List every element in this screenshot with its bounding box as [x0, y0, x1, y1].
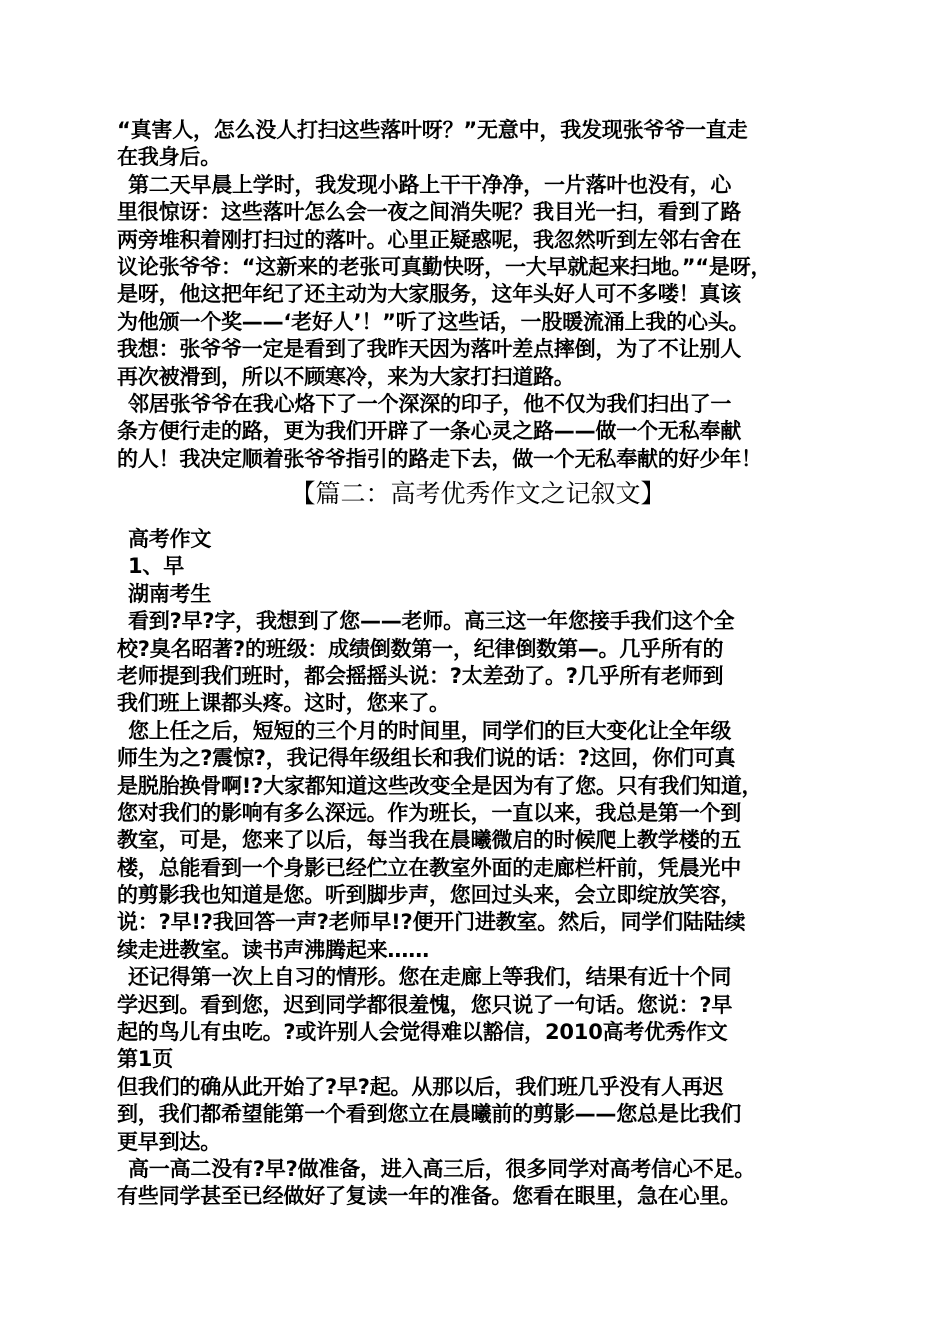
text-line: 两旁堆积着刚打扫过的落叶。心里正疑惑呢，我忽然听到左邻右舍在: [117, 227, 741, 252]
text-line: 议论张爷爷：“这新来的老张可真勤快呀，一大早就起来扫地。”“是呀，: [117, 254, 772, 279]
text-line: 条方便行走的路，更为我们开辟了一条心灵之路——做一个无私奉献: [117, 419, 741, 444]
text-line: 校?臭名昭著?的班级：成绩倒数第一，纪律倒数第—。几乎所有的: [117, 636, 724, 661]
text-line: 我想：张爷爷一定是看到了我昨天因为落叶差点摔倒，为了不让别人: [117, 337, 741, 362]
essay-section-two: [117, 526, 839, 1211]
text-line: 学迟到。看到您，迟到同学都很羞愧，您只说了一句话。您说：?早: [117, 992, 733, 1017]
paragraph-start-line: 第二天早晨上学时，我发现小路上干干净净，一片落叶也没有，心: [128, 172, 732, 197]
text-line: 的人！我决定顺着张爷爷指引的路走下去，做一个无私奉献的好少年！: [117, 446, 762, 471]
text-line: 到，我们都希望能第一个看到您立在晨曦前的剪影——您总是比我们: [117, 1102, 741, 1127]
paragraph-start-line: 邻居张爷爷在我心烙下了一个深深的印子，他不仅为我们扫出了一: [128, 391, 732, 416]
paragraph-start-line: 您上任之后，短短的三个月的时间里，同学们的巨大变化让全年级: [128, 718, 732, 743]
text-line: 是呀，他这把年纪了还主动为大家服务，这年头好人可不多喽！真该: [117, 282, 741, 307]
essay-label: 高考作文: [128, 527, 212, 551]
text-line: 续走进教室。读书声沸腾起来……: [117, 937, 429, 962]
text-line: 我们班上课都头疼。这时，您来了。: [117, 691, 450, 716]
text-line: 是脱胎换骨啊!?大家都知道这些改变全是因为有了您。只有我们知道，: [117, 773, 763, 798]
text-line: 的剪影我也知道是您。听到脚步声，您回过头来，会立即绽放笑容，: [117, 883, 741, 908]
page-number: 第1页: [117, 1047, 174, 1072]
essay-author: 湖南考生: [128, 581, 212, 606]
text-line: 里很惊讶：这些落叶怎么会一夜之间消失呢？我目光一扫，看到了路: [117, 200, 741, 225]
section-heading: 【篇二：高考优秀作文之记叙文】: [290, 479, 666, 508]
text-line: 有些同学甚至已经做好了复读一年的准备。您看在眼里，急在心里。: [117, 1184, 741, 1209]
text-line: 说：?早!?我回答一声?老师早!?便开门进教室。然后，同学们陆陆续: [117, 910, 746, 935]
text-line: “真害人，怎么没人打扫这些落叶呀？”无意中，我发现张爷爷一直走: [117, 118, 748, 142]
text-line: 起的鸟儿有虫吃。?或许别人会觉得难以豁信，2010高考优秀作文: [117, 1020, 728, 1045]
text-line: 在我身后。: [117, 145, 221, 170]
paragraph-start-line: 看到?早?字，我想到了您——老师。高三这一年您接手我们这个全: [128, 609, 735, 634]
text-line: 但我们的确从此开始了?早?起。从那以后，我们班几乎没有人再迟: [117, 1074, 724, 1099]
paragraph-start-line: 高一高二没有?早?做准备，进入高三后，很多同学对高考信心不足。: [128, 1156, 756, 1181]
essay-continuation: [117, 117, 839, 473]
text-line: 再次被滑到，所以不顾寒冷，来为大家打扫道路。: [117, 364, 575, 389]
text-line: 老师提到我们班时，都会摇摇头说：?太差劲了。?几乎所有老师到: [117, 663, 724, 688]
essay-title: 1、早: [128, 554, 185, 579]
text-line: 更早到达。: [117, 1129, 221, 1154]
text-line: 师生为之?震惊?，我记得年级组长和我们说的话：?这回，你们可真: [117, 746, 736, 771]
text-line: 您对我们的影响有多么深远。作为班长，一直以来，我总是第一个到: [117, 800, 741, 825]
text-line: 教室，可是，您来了以后，每当我在晨曦微启的时候爬上教学楼的五: [117, 828, 741, 853]
text-line: 为他颁一个奖——‘老好人’！”听了这些话，一股暖流涌上我的心头。: [117, 309, 750, 334]
paragraph-start-line: 还记得第一次上自习的情形。您在走廊上等我们，结果有近十个同: [128, 965, 732, 990]
text-line: 楼，总能看到一个身影已经伫立在教室外面的走廊栏杆前，凭晨光中: [117, 855, 741, 880]
